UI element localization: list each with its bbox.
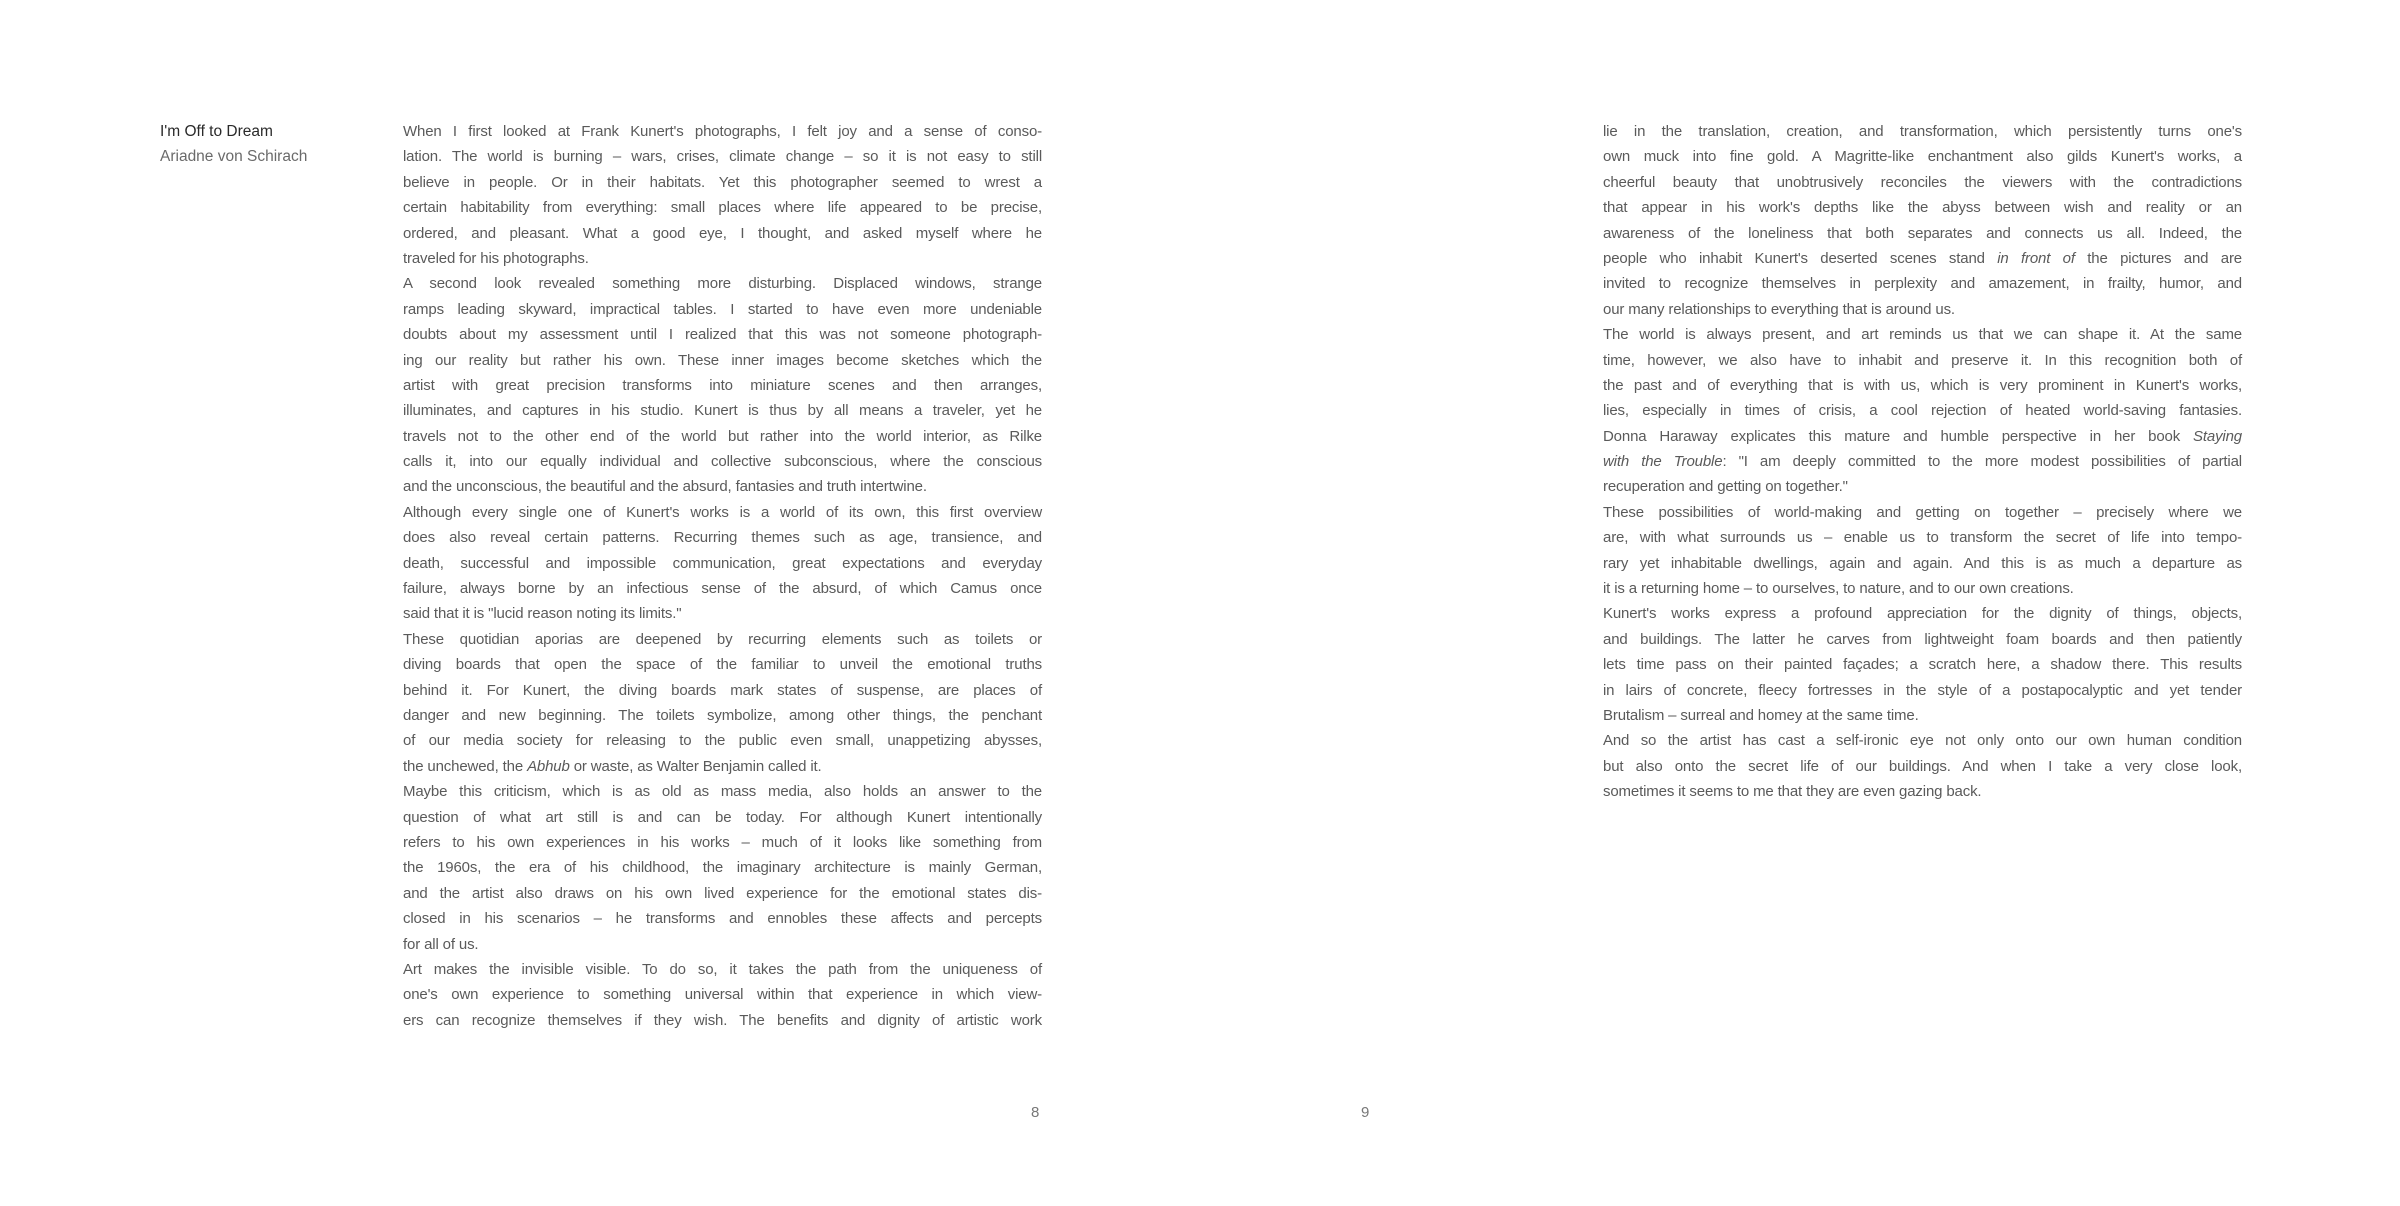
left-body-text	[403, 119, 1042, 1033]
essay-title: I'm Off to Dream	[160, 123, 273, 140]
text-line: lation. The world is burning – wars, crises, climate change – so it is not easy to still	[403, 148, 1042, 166]
paragraph	[1603, 728, 2242, 804]
text-line: believe in people. Or in their habitats. Yet this photographer seemed to wrest a	[403, 173, 1042, 191]
italic-phrase: with the Trouble	[1603, 453, 1723, 471]
text-line: the unchewed, the Abhub or waste, as Walter Benjamin called it.	[403, 757, 822, 775]
text-line: awareness of the loneliness that both separates and connects us all. Indeed, the	[1603, 224, 2242, 242]
paragraph	[403, 500, 1042, 627]
text-line: of our media society for releasing to the public even small, unappetizing abysses,	[403, 732, 1042, 750]
text-line: sometimes it seems to me that they are even gazing back.	[1603, 783, 1982, 801]
italic-phrase: Abhub	[527, 757, 570, 775]
text-line: the 1960s, the era of his childhood, the imaginary architecture is mainly German,	[403, 859, 1042, 877]
text-line: but also onto the secret life of our buildings. And when I take a very close look,	[1603, 757, 2242, 775]
right-body-text	[1603, 119, 2242, 805]
text-line: and buildings. The latter he carves from lightweight foam boards and then patiently	[1603, 630, 2242, 648]
text-line: Brutalism – surreal and homey at the same time.	[1603, 706, 1919, 724]
text-line: refers to his own experiences in his works – much of it looks like something from	[403, 833, 1042, 851]
page-number-right: 9	[1361, 1104, 1370, 1121]
text-line: closed in his scenarios – he transforms and ennobles these affects and percepts	[403, 910, 1042, 928]
text-line: Art makes the invisible visible. To do so, it takes the path from the uniqueness of	[403, 960, 1042, 978]
text-line: recuperation and getting on together."	[1603, 478, 1848, 496]
paragraph	[1603, 322, 2242, 500]
text-line: time, however, we also have to inhabit and preserve it. In this recognition both of	[1603, 351, 2242, 369]
text-line: own muck into fine gold. A Magritte-like enchantment also gilds Kunert's works, a	[1603, 148, 2242, 166]
text-line: failure, always borne by an infectious sense of the absurd, of which Camus once	[403, 580, 1042, 598]
paragraph	[403, 271, 1042, 500]
text-line: When I first looked at Frank Kunert's photographs, I felt joy and a sense of conso-	[403, 123, 1042, 140]
text-line: question of what art still is and can be today. For although Kunert intentionally	[403, 808, 1042, 826]
text-line: ordered, and pleasant. What a good eye, I thought, and asked myself where he	[403, 224, 1042, 242]
essay-author: Ariadne von Schirach	[160, 148, 308, 166]
text-line: traveled for his photographs.	[403, 249, 589, 267]
text-line: one's own experience to something universal within that experience in which view-	[403, 986, 1042, 1004]
text-line: certain habitability from everything: small places where life appeared to be precise,	[403, 199, 1042, 217]
text-line: artist with great precision transforms into miniature scenes and then arranges,	[403, 376, 1042, 394]
text-line: and the unconscious, the beautiful and the absurd, fantasies and truth intertwine.	[403, 478, 927, 496]
paragraph	[1603, 500, 2242, 602]
text-line: with the Trouble: "I am deeply committed to the more modest possibilities of partial	[1603, 453, 2242, 471]
paragraph	[403, 119, 1042, 271]
text-line: These quotidian aporias are deepened by recurring elements such as toilets or	[403, 630, 1042, 648]
text-line: illuminates, and captures in his studio. Kunert is thus by all means a traveler, yet he	[403, 402, 1042, 420]
text-line: doubts about my assessment until I realized that this was not someone photograph-	[403, 326, 1042, 344]
paragraph	[1603, 601, 2242, 728]
text-line: said that it is "lucid reason noting its limits."	[403, 605, 682, 623]
text-line: lies, especially in times of crisis, a cool rejection of heated world-saving fantasies.	[1603, 402, 2242, 420]
text-line: lie in the translation, creation, and transformation, which persistently turns one's	[1603, 123, 2242, 140]
italic-phrase: in front of	[1997, 249, 2075, 267]
text-line: our many relationships to everything that is around us.	[1603, 300, 1955, 318]
text-line: and the artist also draws on his own lived experience for the emotional states dis-	[403, 884, 1042, 902]
text-line: rary yet inhabitable dwellings, again and again. And this is as much a departure as	[1603, 554, 2242, 572]
right-page	[1200, 0, 2400, 1206]
text-line: lets time pass on their painted façades; a scratch here, a shadow there. This results	[1603, 656, 2242, 674]
paragraph	[403, 627, 1042, 779]
text-line: Although every single one of Kunert's works is a world of its own, this first overview	[403, 503, 1042, 521]
text-line: Kunert's works express a profound appreciation for the dignity of things, objects,	[1603, 605, 2242, 623]
page-number-left: 8	[1031, 1104, 1040, 1121]
text-line: A second look revealed something more disturbing. Displaced windows, strange	[403, 275, 1042, 293]
italic-phrase: Staying	[2193, 427, 2242, 445]
text-line: the past and of everything that is with us, which is very prominent in Kunert's works,	[1603, 376, 2242, 394]
paragraph	[403, 779, 1042, 957]
text-line: invited to recognize themselves in perplexity and amazement, in frailty, humor, and	[1603, 275, 2242, 293]
text-line: Maybe this criticism, which is as old as mass media, also holds an answer to the	[403, 783, 1042, 801]
text-line: death, successful and impossible communication, great expectations and everyday	[403, 554, 1042, 572]
text-line: in lairs of concrete, fleecy fortresses in the style of a postapocalyptic and yet tender	[1603, 681, 2242, 699]
text-line: These possibilities of world-making and getting on together – precisely where we	[1603, 503, 2242, 521]
text-line: diving boards that open the space of the familiar to unveil the emotional truths	[403, 656, 1042, 674]
text-line: people who inhabit Kunert's deserted scenes stand in front of the pictures and are	[1603, 249, 2242, 267]
text-line: that appear in his work's depths like the abyss between wish and reality or an	[1603, 199, 2242, 217]
text-line: cheerful beauty that unobtrusively reconciles the viewers with the contradictions	[1603, 173, 2242, 191]
text-line: travels not to the other end of the world but rather into the world interior, as Rilke	[403, 427, 1042, 445]
text-line: are, with what surrounds us – enable us to transform the secret of life into tempo-	[1603, 529, 2242, 547]
text-line: ers can recognize themselves if they wish. The benefits and dignity of artistic work	[403, 1011, 1042, 1029]
text-line: behind it. For Kunert, the diving boards mark states of suspense, are places of	[403, 681, 1042, 699]
text-line: Donna Haraway explicates this mature and humble perspective in her book Staying	[1603, 427, 2242, 445]
paragraph	[1603, 119, 2242, 322]
text-line: it is a returning home – to ourselves, to nature, and to our own creations.	[1603, 580, 2074, 598]
essay-heading	[160, 119, 307, 170]
text-line: does also reveal certain patterns. Recurring themes such as age, transience, and	[403, 529, 1042, 547]
text-line: danger and new beginning. The toilets symbolize, among other things, the penchant	[403, 706, 1042, 724]
paragraph	[403, 957, 1042, 1033]
text-line: calls it, into our equally individual and collective subconscious, where the conscious	[403, 453, 1042, 471]
text-line: ramps leading skyward, impractical tables. I started to have even more undeniable	[403, 300, 1042, 318]
text-line: for all of us.	[403, 935, 479, 953]
text-line: And so the artist has cast a self-ironic eye not only onto our own human condition	[1603, 732, 2242, 750]
text-line: The world is always present, and art reminds us that we can shape it. At the same	[1603, 326, 2242, 344]
text-line: ing our reality but rather his own. These inner images become sketches which the	[403, 351, 1042, 369]
